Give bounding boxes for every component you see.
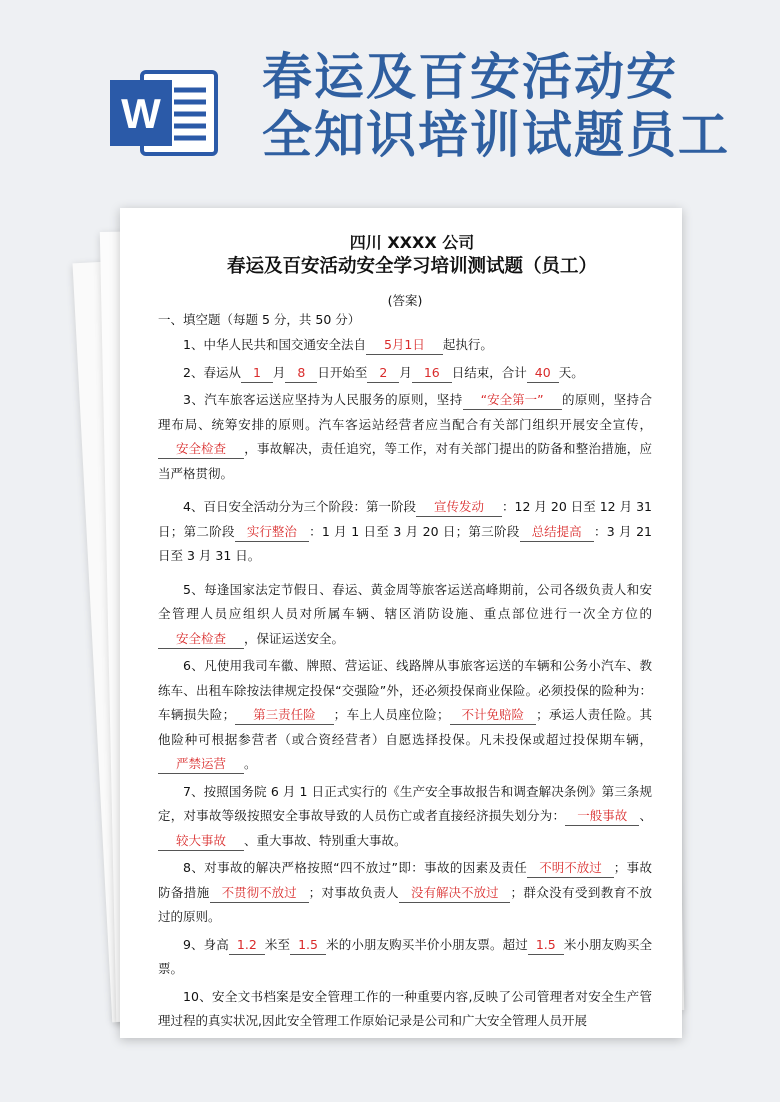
answer-blank: 1.5 [290,936,326,955]
answer-blank: 16 [412,364,452,383]
answer-blank: 安全检查 [158,440,244,459]
question-6: 6、凡使用我司车徽、牌照、营运证、线路牌从事旅客运送的车辆和公务小汽车、教练车、出租车除按法律规定投保“交强险”外，还必须投保商业保险。必须投保的险种为：车辆损失险； 第三责任险 ；车上人员座位险； 不计免赔险 ；承运人责任险。其他险种可根据参营者（或合资经营者）自愿选择投保。凡未投保或超过投保期车辆，严禁运营 。 [158,654,652,777]
answer-blank: 安全检查 [158,630,244,649]
answer-blank: 较大事故 [158,832,244,851]
answer-blank: 5月1日 [366,336,443,355]
answer-blank: 2 [367,364,399,383]
answer-blank: 不明不放过 [527,859,614,878]
answer-blank: 实行整治 [235,523,309,542]
answer-blank: 不贯彻不放过 [210,884,309,903]
answer-blank: 没有解决不放过 [399,884,511,903]
document-page [120,208,682,1038]
word-document-icon [108,68,220,158]
answer-blank: 总结提高 [520,523,594,542]
question-9: 9、身高 1.2 米至 1.5 米的小朋友购买半价小朋友票。超过 1.5 米小朋友购买全票。 [158,936,652,976]
answer-blank: 40 [527,364,559,383]
question-10: 10、安全文书档案是安全管理工作的一种重要内容,反映了公司管理者对安全生产管理过程的真实状况,因此安全管理工作原始记录是公司和广大安全管理人员开展 [158,988,652,1028]
answer-blank: 一般事故 [565,807,639,826]
answer-blank: 宣传发动 [416,498,502,517]
answer-blank: 第三责任险 [235,706,334,725]
question-3: 3、汽车旅客运送应坚持为人民服务的原则，坚持 “安全第一” 的原则，坚持合理布局、统筹安排的原则。汽车客运站经营者应当配合有关部门组织开展安全宣传，安全检查 ，事故解决，责任追究，等工作，对有关部门提出的防备和整治措施，应当严格贯彻。 [158,392,652,481]
answer-blank: 1 [241,364,273,383]
answer-blank: 1.5 [528,936,564,955]
section-heading: 一、填空题（每题 5 分，共 50 分） [158,312,361,327]
answer-blank: 8 [285,364,317,383]
page-header [0,0,780,195]
question-8: 8、对事故的解决严格按照“四不放过”即：事故的因素及责任 不明不放过 ；事故防备措施 不贯彻不放过 ；对事故负责人 没有解决不放过 ；群众没有受到教育不放过的原则。 [158,860,652,924]
answer-label: (答案) [387,293,423,308]
answer-blank: 不计免赔险 [450,706,537,725]
document-title-line2: 全知识培训试题员工 [262,105,730,164]
company-name: 四川 XXXX 公司 [349,233,475,252]
question-1: 1、中华人民共和国交通安全法自 5月1日 起执行。 [158,333,652,358]
question-4: 4、百日安全活动分为三个阶段：第一阶段 宣传发动 ：12 月 20 日至 12 月 31 日；第二阶段 实行整治 ：1 月 1 日至 3 月 20 日；第三阶段 总结提高 ：3 月 21 日至 3 月 31 日。 [158,499,652,563]
answer-blank: 严禁运营 [158,755,244,774]
svg-text:W: W [121,90,161,137]
document-title [262,48,762,164]
document-body [158,232,652,1034]
exam-title: 春运及百安活动安全学习培训测试题（员工） [226,256,597,277]
question-7: 7、按照国务院 6 月 1 日正式实行的《生产安全事故报告和调查解决条例》第三条规定，对事故等级按照安全事故导致的人员伤亡或者直接经济损失划分为： 一般事故 、较大事故 、重大事故、特别重大事故。 [158,780,652,854]
answer-blank: 1.2 [229,936,265,955]
question-5: 5、每逢国家法定节假日、春运、黄金周等旅客运送高峰期前，公司各级负责人和安全管理人员应组织人员对所属车辆、辖区消防设施、重点部位进行一次全方位的安全检查 ，保证运送安全。 [158,578,652,652]
answer-blank: “安全第一” [463,391,562,410]
question-2: 2、春运从 1 月 8 日开始至 2 月 16 日结束，合计 40 天。 [158,361,652,386]
document-title-line1: 春运及百安活动安 [262,47,678,106]
